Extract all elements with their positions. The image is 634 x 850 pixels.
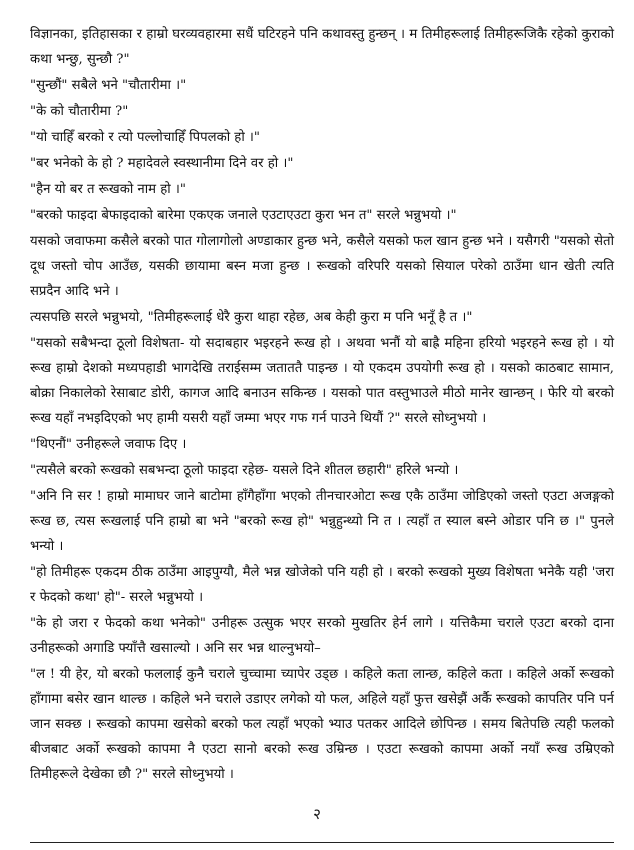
- paragraph-teacher-intro: त्यसपछि सरले भन्नुभयो, "तिमीहरूलाई धेरै कुरा थाहा रहेछ, अब केही कुरा म पनि भनूँ है त ।": [30, 310, 473, 325]
- paragraph-root-story: "हो तिमीहरू एकदम ठीक ठाउँमा आइपुग्यौ, मैले भन्न खोजेको पनि यही हो । बरको रूखको मुख्य विशेषता भनेकै यही 'जरा र फेदको कथा' हो"- सरले भन्नुभयो ।: [30, 565, 614, 605]
- paragraph-evergreen: "यसको सबैभन्दा ठूलो विशेषता- यो सदाबहार भइरहने रूख हो । अथवा भनौं यो बाह्रै महिना हरियो भइरहने रूख हो । यो रूख हाम्रो देशको मध्यपहाडी भागदेखि तराईसम्म जताततै पाइन्छ । यो एकदम उपयोगी रूख हो । यसको काठबाट सामान, बोक्रा निकालेको रेसाबाट डोरी, कागज आदि बनाउन सकिन्छ । यसको पात वस्तुभाउले मीठो मानेर खान्छन् । फेरि यो बरको रूख यहाँ नभइदिएको भए हामी यसरी यहाँ जम्मा भएर गफ गर्न पाउने थियौं ?" सरले सोध्नुभयो ।: [30, 336, 614, 426]
- paragraph-reply-chautari: "सुन्छौं" सबैले भने "चौतारीमा ।": [30, 78, 187, 93]
- paragraph-student-answers: यसको जवाफमा कसैले बरको पात गोलागोलो अण्डाकार हुन्छ भने, कसैले यसको फल खान हुन्छ भने । यसैगरी "यसको सेतो दूध जस्तो चोप आउँछ, यसकी छायामा बस्न मजा हुन्छ । रूखको वरिपरि यसको सियाल परेको ठाउँमा धान खेती त्यति सप्रदैन आदि भने ।: [30, 234, 614, 299]
- paragraph-question-chautari: "के को चौतारीमा ?": [30, 104, 129, 119]
- bottom-rule: [30, 842, 614, 843]
- paragraph-pun-story: "अनि नि सर ! हाम्रो मामाघर जाने बाटोमा हाँगैहाँगा भएको तीनचारओटा रूख एकै ठाउँमा जोडिएको जस्तो एउटा अजङ्गको रूख छ, त्यस रूखलाई पनि हाम्रो बा भने "बरको रूख हो" भन्नुहुन्थ्यो नि त । त्यहाँ त स्याल बस्ने ओडार पनि छ ।" पुनले भन्यो ।: [30, 489, 614, 554]
- paragraph-hari-shade: "त्यसैले बरको रूखको सबभन्दा ठूलो फाइदा रहेछ- यसले दिने शीतल छहारी" हरिले भन्यो ।: [30, 463, 459, 478]
- paragraph-students-reply: "थिएनौं" उनीहरूले जवाफ दिए ।: [30, 437, 187, 452]
- document-page: [30, 22, 614, 788]
- paragraph-bar-pipal: "यो चाहिँ बरको र त्यो पल्लोचाहिँ पिपलको हो ।": [30, 130, 260, 145]
- page-number: २: [313, 805, 321, 823]
- paragraph-question-bar: "बर भनेको के हो ? महादेवले स्वस्थानीमा दिने वर हो ।": [30, 156, 294, 171]
- paragraph-tree-name: "हैन यो बर त रूखको नाम हो ।": [30, 182, 186, 197]
- paragraph-seed-journey: "ल ! यी हेर, यो बरको फललाई कुनै चराले चुच्चामा च्यापेर उड्छ । कहिले कता लान्छ, कहिले कता । कहिले अर्को रूखको हाँगामा बसेर खान थाल्छ । कहिले भने चराले उडाएर लगेको यो फल, अहिले यहाँ फुत्त खसेझैं अर्कै रूखको कापतिर पनि पर्न जान सक्छ । रूखको कापमा खसेको बरको फल त्यहाँ भएको भ्याउ पतकर आदिले छोपिन्छ । समय बितेपछि त्यही फलको बीजबाट अर्को रूखको कापमा नै एउटा सानो बरको रूख उम्रिन्छ । एउटा रूखको कापमा अर्को नयाँ रूख उम्रिएको तिमीहरूले देखेका छौ ?" सरले सोध्नुभयो ।: [30, 667, 614, 782]
- paragraph-bird-seed: "के हो जरा र फेदको कथा भनेको" उनीहरू उत्सुक भएर सरको मुखतिर हेर्न लागे । यत्तिकैमा चराले एउटा बरको दाना उनीहरूको अगाडि फ्याँत्तै खसाल्यो । अनि सर भन्न थाल्नुभयो–: [30, 616, 614, 656]
- paragraph-intro: विज्ञानका, इतिहासका र हाम्रो घरव्यवहारमा सधैं घटिरहने पनि कथावस्तु हुन्छन् । म तिमीहरूलाई तिमीहरूजिकै रहेको कुराको कथा भन्छु, सुन्छौ ?": [30, 27, 614, 67]
- paragraph-teacher-ask: "बरको फाइदा बेफाइदाको बारेमा एकएक जनाले एउटाएउटा कुरा भन त" सरले भन्नुभयो ।": [30, 208, 457, 223]
